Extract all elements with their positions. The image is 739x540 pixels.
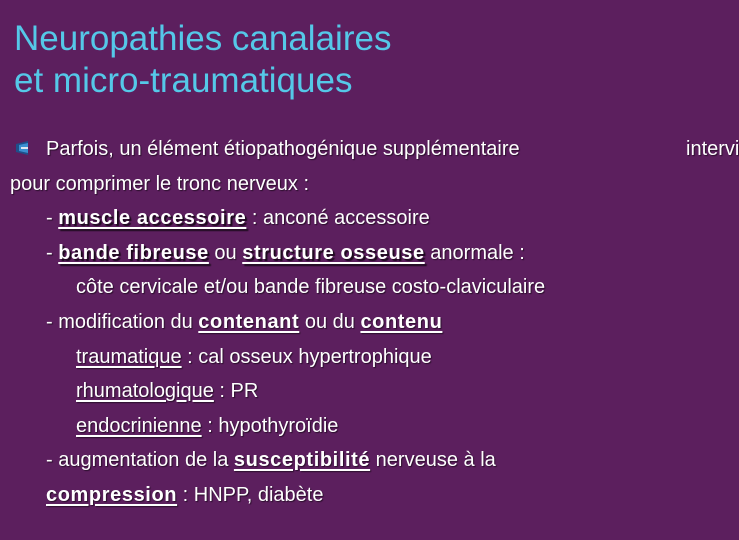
term-compression: compression <box>46 483 178 506</box>
term-rhumatologique: rhumatologique <box>76 380 214 403</box>
body-line-9 <box>0 409 720 444</box>
slide-title <box>14 18 391 102</box>
body-line-11-rest: : HNPP, diabète <box>177 483 324 506</box>
body-line-3-rest: : anconé accessoire <box>246 207 430 230</box>
body-line-4-mid: ou <box>208 241 243 264</box>
dash: - <box>46 241 59 264</box>
body-line-5-text: côte cervicale et/ou bande fibreuse costo-claviculaire <box>76 276 546 299</box>
term-susceptibilite: susceptibilité <box>233 449 371 472</box>
body-line-1-text: Parfois, un élément étiopathogénique supplémentaire <box>46 138 520 160</box>
body-line-8-rest: : PR <box>213 380 259 403</box>
term-contenant: contenant <box>198 310 300 333</box>
body-line-6-prefix: - modification du <box>46 310 199 333</box>
term-endocrinienne: endocrinienne <box>76 414 202 437</box>
slide-body <box>0 132 739 513</box>
body-line-2 <box>0 167 720 202</box>
body-line-5 <box>0 270 720 305</box>
body-line-10 <box>0 443 720 478</box>
body-line-9-rest: : hypothyroïdie <box>201 414 339 437</box>
body-line-11 <box>0 478 720 513</box>
term-structure-osseuse: structure osseuse <box>242 241 425 264</box>
body-line-1 <box>0 132 739 167</box>
body-line-6-mid: ou du <box>299 310 361 333</box>
term-traumatique: traumatique <box>76 345 182 368</box>
body-line-7 <box>0 340 720 375</box>
body-line-1-tail: intervi <box>686 138 739 160</box>
body-line-4 <box>0 236 720 271</box>
body-line-8 <box>0 374 720 409</box>
term-muscle-accessoire: muscle accessoire <box>58 207 247 230</box>
body-line-4-rest: anormale : <box>424 241 525 264</box>
term-contenu: contenu <box>360 310 443 333</box>
bullet-icon <box>16 141 28 155</box>
body-line-6 <box>0 305 720 340</box>
body-line-2-text: pour comprimer le tronc nerveux : <box>10 172 310 195</box>
title-line-1: Neuropathies canalaires <box>14 19 392 58</box>
body-line-10-prefix: - augmentation de la <box>46 449 234 472</box>
dash: - <box>46 207 59 230</box>
term-bande-fibreuse: bande fibreuse <box>58 241 209 264</box>
body-line-3 <box>0 201 720 236</box>
body-line-7-rest: : cal osseux hypertrophique <box>181 345 432 368</box>
title-line-2: et micro-traumatiques <box>14 61 353 100</box>
body-line-10-rest: nerveuse à la <box>370 449 496 472</box>
